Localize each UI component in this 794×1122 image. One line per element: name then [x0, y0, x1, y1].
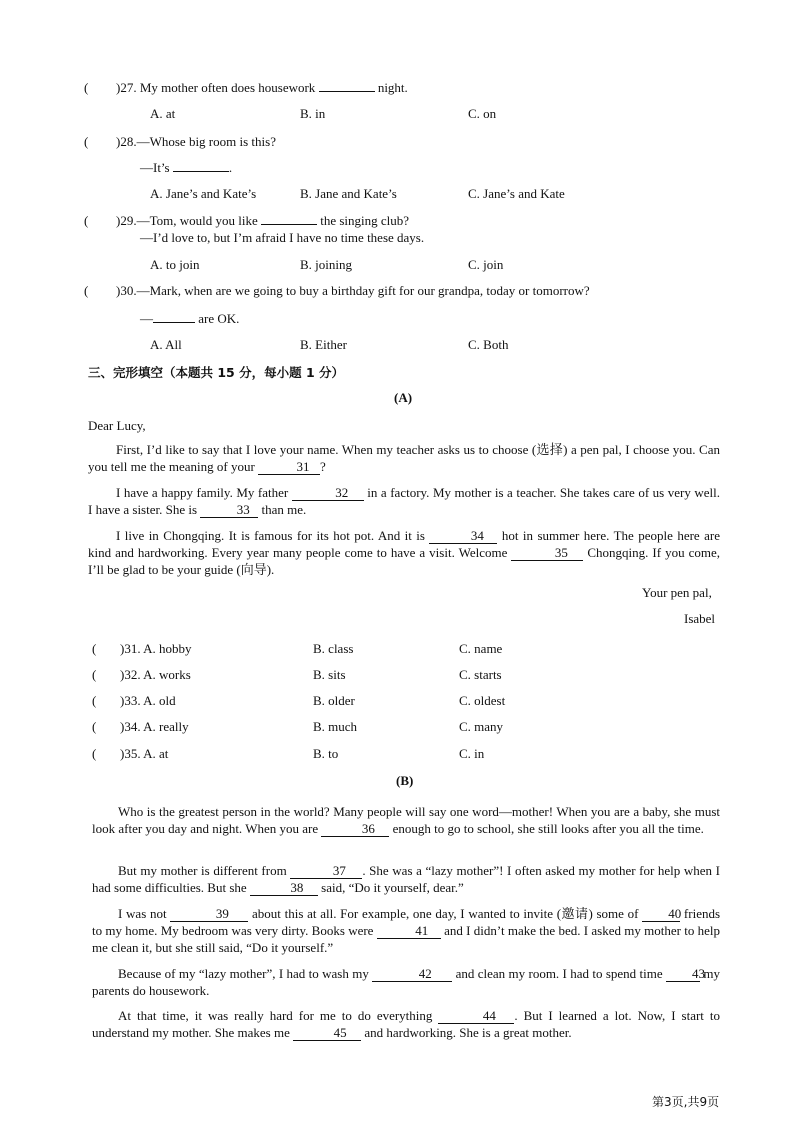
option-row-31 — [120, 641, 192, 657]
option-row-34 — [120, 719, 189, 735]
passage-b-paragraph-2 — [92, 862, 720, 896]
answer-blank — [173, 171, 229, 172]
option-c: C. Both — [468, 337, 509, 352]
passage-b-paragraph-1 — [92, 803, 720, 837]
answer-paren[interactable]: ( — [84, 80, 89, 95]
option-a: A. All — [150, 337, 182, 352]
question-30 — [116, 283, 590, 299]
option-b: B. Either — [300, 337, 347, 352]
option-a: A. hobby — [143, 641, 192, 656]
option-row-32 — [120, 667, 191, 683]
paragraph-text: and clean my room. I had to spend time — [455, 966, 663, 981]
paragraph-text: about this at all. For example, one day, I wanted to invite (邀请) some of — [252, 906, 639, 921]
option-b: B. much — [313, 719, 358, 734]
page-number: 第3页,共9页 — [652, 1095, 720, 1109]
option-b: B. joining — [300, 257, 353, 272]
reply-end: . — [228, 160, 233, 175]
question-28 — [116, 134, 276, 150]
paragraph-text: . She was a “lazy mother”! I often asked my mother for help when I had some difficulties. But she — [92, 863, 720, 895]
paragraph-text: But my mother is different from — [118, 863, 287, 878]
paragraph-text: I was not — [118, 906, 167, 921]
option-number: )33. — [120, 693, 141, 708]
blank-number: 43 — [692, 966, 706, 981]
question-29 — [116, 213, 409, 229]
cloze-blank-32 — [292, 486, 364, 501]
paragraph-text: friends to my home. My bedroom was very dirty. Books were — [92, 906, 721, 938]
reply-text: —It’s — [140, 160, 170, 175]
paragraph-text: in a factory. My mother is a teacher. She takes care of us very well. I have a sister. She is — [88, 485, 721, 517]
cloze-blank-39 — [170, 907, 248, 922]
option-b: B. class — [313, 641, 354, 656]
option-a: A. old — [143, 693, 176, 708]
option-number: )31. — [120, 641, 141, 656]
answer-paren[interactable]: ( — [92, 667, 97, 682]
paragraph-text: said, “Do it yourself, dear.” — [321, 880, 464, 895]
option-a: A. really — [143, 719, 189, 734]
letter-paragraph-2 — [88, 484, 720, 518]
option-b: B. to — [313, 746, 339, 761]
paragraph-text: ? — [320, 459, 326, 474]
question-28-reply — [140, 160, 232, 176]
option-c: C. on — [468, 106, 497, 121]
option-b: B. older — [313, 693, 355, 708]
paragraph-text: enough to go to school, she still looks after you all the time. — [392, 821, 704, 836]
letter-greeting: Dear Lucy, — [88, 418, 146, 433]
answer-paren[interactable]: ( — [92, 746, 97, 761]
option-b: B. in — [300, 106, 326, 121]
blank-number: 40 — [668, 906, 682, 921]
cloze-blank-45 — [293, 1026, 361, 1041]
blank-number: 34 — [470, 528, 484, 543]
paragraph-text: At that time, it was really hard for me to do everything — [118, 1008, 433, 1023]
letter-paragraph-1 — [88, 441, 720, 475]
passage-b-paragraph-5 — [92, 1007, 720, 1041]
question-stem: My mother often does housework — [139, 80, 316, 95]
option-c: C. starts — [459, 667, 502, 682]
cloze-blank-34 — [429, 529, 497, 544]
paragraph-text: and I didn’t make the bed. I asked my mother to help me clean it, but she still said, “Do it yourself.” — [92, 923, 721, 955]
paragraph-text: . But I learned a lot. Now, I start to understand my mother. She makes me — [92, 1008, 721, 1040]
option-c: C. join — [468, 257, 504, 272]
question-stem-end: night. — [377, 80, 408, 95]
paragraph-text: First, I’d like to say that I love your name. When my teacher asks us to choose (选择) a pen pal, I choose you. Can you tell me the meaning of your — [88, 442, 720, 474]
answer-blank — [153, 322, 195, 323]
blank-number: 39 — [215, 906, 229, 921]
option-a: A. at — [150, 106, 176, 121]
question-30-reply — [140, 311, 239, 327]
option-number: )32. — [120, 667, 141, 682]
question-29-reply: —I’d love to, but I’m afraid I have no time these days. — [140, 230, 425, 245]
answer-paren[interactable]: ( — [84, 134, 89, 149]
blank-number: 38 — [290, 880, 304, 895]
paragraph-text: hot in summer here. The people here are kind and hardworking. Every year many people come to have a visit. Welcome — [88, 528, 720, 560]
option-a: A. to join — [150, 257, 200, 272]
letter-paragraph-3 — [88, 527, 720, 578]
blank-number: 44 — [482, 1008, 496, 1023]
option-a: A. at — [143, 746, 169, 761]
cloze-blank-31 — [258, 460, 320, 475]
letter-signature: Isabel — [684, 611, 716, 626]
paragraph-text: Because of my “lazy mother”, I had to wash my — [118, 966, 369, 981]
blank-number: 35 — [554, 545, 568, 560]
answer-blank — [319, 91, 375, 92]
option-number: )35. — [120, 746, 141, 761]
cloze-blank-42 — [372, 967, 452, 982]
part-b-label: (B) — [396, 773, 414, 788]
cloze-blank-36 — [321, 822, 389, 837]
answer-paren[interactable]: ( — [92, 693, 97, 708]
cloze-blank-44 — [438, 1009, 514, 1024]
option-b: B. Jane and Kate’s — [300, 186, 397, 201]
question-stem: —Tom, would you like — [136, 213, 258, 228]
option-c: C. oldest — [459, 693, 506, 708]
option-c: C. many — [459, 719, 504, 734]
question-stem-end: the singing club? — [320, 213, 410, 228]
cloze-blank-38 — [250, 881, 318, 896]
reply-text: — — [140, 311, 153, 326]
passage-b-paragraph-3 — [92, 905, 720, 956]
paragraph-text: Chongqing. If you come, I’ll be glad to be your guide (向导). — [88, 545, 721, 577]
question-number: )29. — [116, 213, 137, 228]
section-heading: 三、完形填空（本题共 15 分，每小题 1 分） — [88, 365, 345, 380]
question-number: )27. — [116, 80, 137, 95]
cloze-blank-37 — [290, 864, 362, 879]
paragraph-text: I live in Chongqing. It is famous for its hot pot. And it is — [116, 528, 425, 543]
paragraph-text: I have a happy family. My father — [116, 485, 289, 500]
blank-number: 32 — [335, 485, 349, 500]
cloze-blank-35 — [511, 546, 583, 561]
option-a: A. works — [143, 667, 191, 682]
cloze-blank-43 — [666, 966, 706, 982]
answer-blank — [261, 224, 317, 225]
blank-number: 36 — [361, 821, 375, 836]
letter-closing: Your pen pal, — [642, 585, 712, 600]
question-27 — [116, 80, 408, 96]
option-row-35 — [120, 746, 168, 762]
blank-number: 37 — [332, 863, 346, 878]
paragraph-text: than me. — [261, 502, 307, 517]
blank-number: 42 — [418, 966, 432, 981]
question-stem: —Mark, when are we going to buy a birthday gift for our grandpa, today or tomorrow? — [136, 283, 590, 298]
option-c: C. in — [459, 746, 485, 761]
cloze-blank-40 — [642, 907, 680, 922]
answer-paren[interactable]: ( — [92, 719, 97, 734]
cloze-blank-33 — [200, 503, 258, 518]
option-number: )34. — [120, 719, 141, 734]
blank-number: 41 — [415, 923, 429, 938]
answer-paren[interactable]: ( — [84, 213, 89, 228]
paragraph-text: my parents do housework. — [92, 966, 721, 998]
blank-number: 33 — [236, 502, 250, 517]
answer-paren[interactable]: ( — [84, 283, 89, 298]
paragraph-text: and hardworking. She is a great mother. — [364, 1025, 572, 1040]
paragraph-text: Who is the greatest person in the world? Many people will say one word—mother! When you are a baby, she must look after you day and night. When you are — [92, 804, 720, 836]
cloze-blank-41 — [377, 924, 441, 939]
question-number: )28. — [116, 134, 137, 149]
option-row-33 — [120, 693, 176, 709]
reply-end: are OK. — [198, 311, 240, 326]
option-b: B. sits — [313, 667, 346, 682]
option-c: C. name — [459, 641, 503, 656]
passage-b-paragraph-4 — [92, 965, 720, 999]
answer-paren[interactable]: ( — [92, 641, 97, 656]
blank-number: 31 — [296, 459, 310, 474]
option-a: A. Jane’s and Kate’s — [150, 186, 257, 201]
question-number: )30. — [116, 283, 137, 298]
part-a-label: (A) — [394, 390, 413, 405]
option-c: C. Jane’s and Kate — [468, 186, 565, 201]
blank-number: 45 — [333, 1025, 347, 1040]
question-stem: —Whose big room is this? — [136, 134, 276, 149]
